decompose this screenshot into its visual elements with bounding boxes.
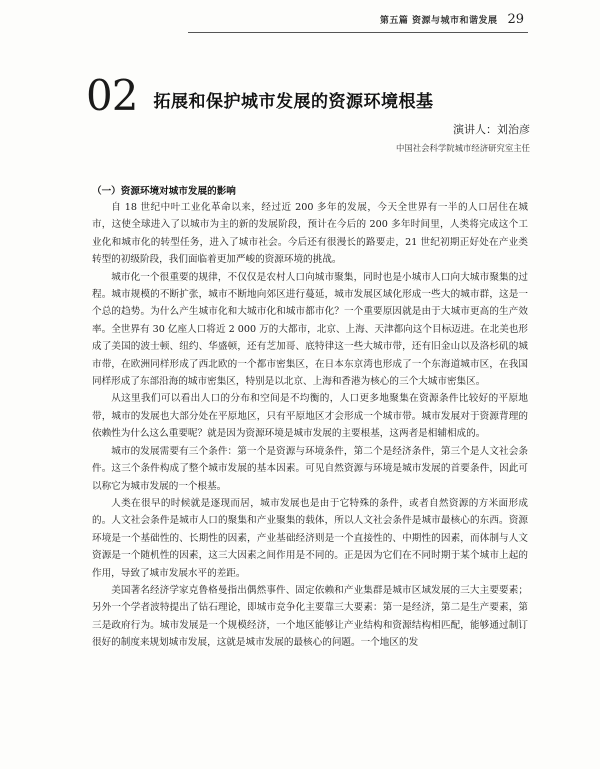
chapter-heading <box>86 71 434 120</box>
running-head-title: 第五篇 资源与城市和谐发展 <box>379 16 498 26</box>
paragraph-2: 城市化一个很重要的规律，不仅仅是农村人口向城市聚集，同时也是小城市人口向大城市聚集的过程。城市规模的不断扩张，城市不断地向郊区进行蔓延，城市发展区域化形成一些大的城市群，这是一个总的趋势。为什么产生城市化和大城市化和城市都市化？一个重要原因就是由于大城市更高的生产效率。全世界有 30 亿座人口将近 2 000 万的大都市，北京、上海、天津都向这个目标迈进。在北美也形成了美国的波士顿、纽约、华盛顿，还有芝加哥、底特律这一些大城市带，还有旧金山以及洛杉矶的城市带，在欧洲同样形成了西北欧的一个都市密集区，在日本东京湾也形成了一个东海道城市区，在我国同样形成了东部沿海的城市密集区，特别是以北京、上海和香港为核心的三个大城市密集区。 <box>92 271 528 388</box>
section-title: （一）资源环境对城市发展的影响 <box>92 186 236 197</box>
speaker-name: 演讲人：刘治彦 <box>453 123 530 136</box>
paragraph-5: 人类在很早的时候就是逐现而居，城市发展也是由于它特殊的条件，或者自然资源的方米面形成的。人文社会条件是城市人口的聚集和产业聚集的载体，所以人文社会条件是城市最核心的东西。资源环境是一个基础性的、长期性的因素，产业基础经济则是一个直接性的、中期性的因素，而体制与人文资源是一个随机性的因素，这三大因素之间作用是不同的。正是因为它们在不同时期于某个城市上起的作用，导致了城市发展水平的差距。 <box>92 497 528 579</box>
chapter-number: 02 <box>86 71 138 120</box>
paragraph-6: 美国著名经济学家克鲁格曼指出偶然事件、固定依赖和产业集群是城市区域发展的三大主要要素；另外一个学者波特提出了钻石理论，即城市竞争化主要靠三大要素：第一是经济，第二是生产要素，第三是政府行为。城市发展是一个规模经济，一个地区能够让产业结构和资源结构相匹配，能够通过制订很好的制度来规划城市发展，这就是城市发展的最核心的问题。一个地区的发 <box>92 584 528 649</box>
chapter-title: 拓展和保护城市发展的资源环境根基 <box>153 92 434 112</box>
running-head <box>380 12 524 27</box>
body-text <box>92 199 528 652</box>
paragraph-4: 城市的发展需要有三个条件：第一个是资源与环境条件，第二个是经济条件，第三个是人文社会条件。这三个条件构成了整个城市发展的基本因素。可见自然资源与环境是城市发展的首要条件，因此可以称它为城市发展的一个根基。 <box>92 445 528 492</box>
page-number: 29 <box>507 12 524 27</box>
header-rule <box>188 32 528 33</box>
speaker-affiliation: 中国社会科学院城市经济研究室主任 <box>396 143 530 153</box>
paragraph-1: 自 18 世纪中叶工业化革命以来，经过近 200 多年的发展，今天全世界有一半的人口居住在城市，这使全球进入了以城市为主的新的发展阶段，预计在今后的 200 多年时间里，人类将完成这个工业化和城市化的转型任务，进入了城市社会。今后还有很漫长的路要走，21 世纪初期正好处在产业类转型的初级阶段，我们面临着更加严峻的资源环境的挑战。 <box>92 202 528 266</box>
paragraph-3: 从这里我们可以看出人口的分布和空间是不均衡的，人口更多地聚集在资源条件比较好的平原地带，城市的发展也大部分处在平原地区，只有平原地区才会形成一个城市带。城市发展对于资源背理的依赖性为什么这么重要呢？就是因为资源环境是城市发展的主要根基，这两者是相辅相成的。 <box>92 393 528 440</box>
